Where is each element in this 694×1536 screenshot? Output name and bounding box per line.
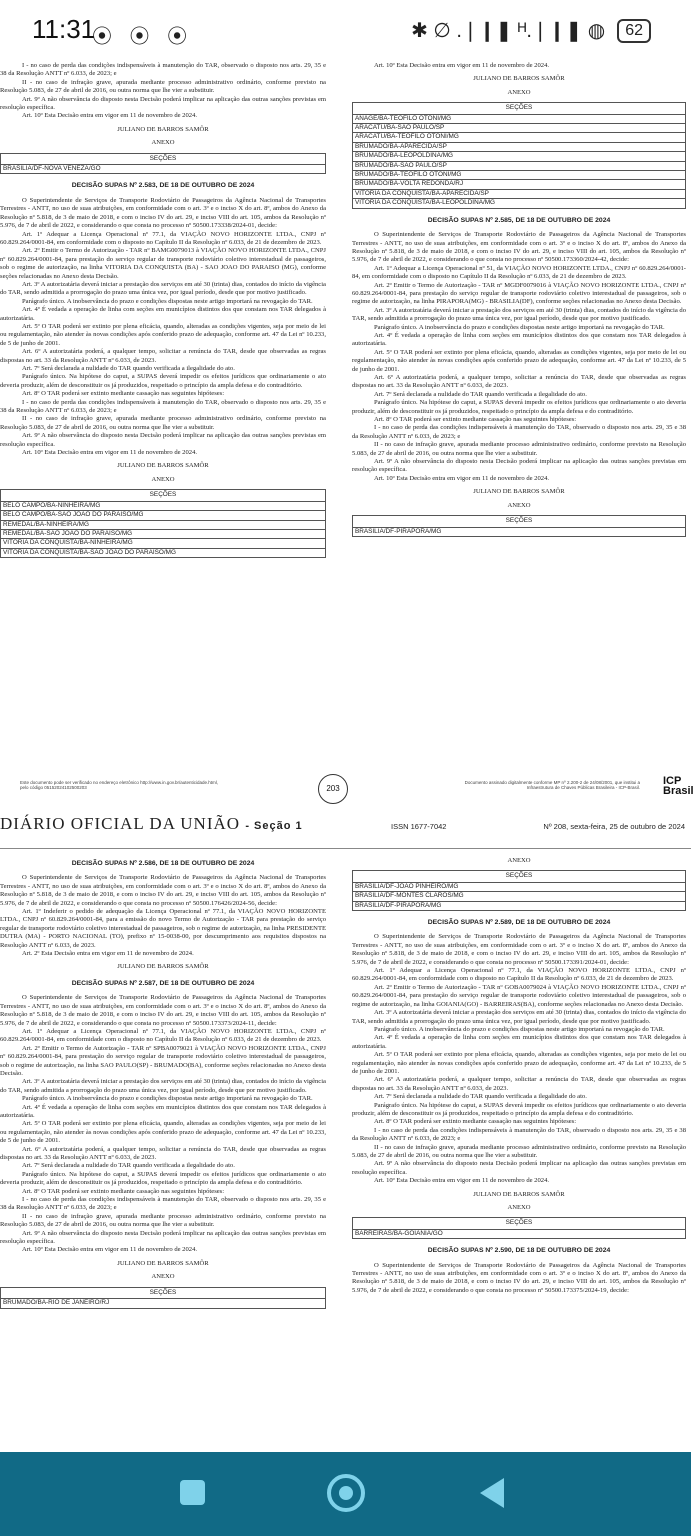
paragraph: Art. 10º Esta Decisão entra em vigor em 11 de novembro de 2024.: [22, 1246, 198, 1254]
paragraph: Art. 2º Emitir o Termo de Autorização - TAR nº SPBA0079021 à VIAÇÃO NOVO HORIZONTE LTDA., CNPJ nº 60.829.264/0001-84, para prestação do serviço regular de transporte rodoviário coletivo interestadual de passageiros, sob o regime de autorização, na linha SAO PAULO(SP) - BRUMADO(BA), conforme seções relacionadas no Anexo desta Decisão.: [0, 1044, 326, 1077]
table-row: [353, 133, 686, 142]
signature-note: Documento assinado digitalmente conforme MP nº 2.200-2 de 24/08/2001, que institui a Infraestrutura de Chaves Públicas Brasileira - ICP-Brasil.: [464, 780, 640, 790]
paragraph: Parágrafo único. Na hipótese do caput, a SUPAS deverá impedir os efeitos jurídicos que ordinariamente o ato deveria produzir, além de desconstituir os já produzidos, respeitado o princípio da ampla defesa e do contraditório.: [352, 1101, 686, 1117]
secao-cell: VITORIA DA CONQUISTA/BA-APARECIDA/SP: [353, 189, 686, 198]
signer: JULIANO DE BARROS SAMÔR: [117, 462, 209, 470]
paragraph: Parágrafo único. Na hipótese do caput, a SUPAS deverá impedir os efeitos jurídicos que ordinariamente o ato deveria produzir, além de desconstituir os já produzidos, respeitado o princípio da ampla defesa e do contraditório.: [352, 399, 686, 415]
table-row: [353, 124, 686, 133]
paragraph: Art. 9º A não observância do disposto nesta Decisão poderá implicar na aplicação das outras sanções previstas em resolução específica.: [0, 1229, 326, 1246]
decision-body: [0, 197, 326, 458]
status-time: 11:31: [32, 14, 96, 44]
signer: JULIANO DE BARROS SAMÔR: [473, 488, 565, 496]
document-page-203: [0, 62, 694, 797]
table-row: [1, 539, 326, 548]
secao-cell: BARREIRAS/BA-GOIANIA/GO: [353, 1229, 686, 1238]
paragraph: Art. 8º O TAR poderá ser extinto mediante cassação nas seguintes hipóteses:: [22, 1187, 225, 1195]
paragraph: Art. 9º A não observância do disposto nesta Decisão poderá implicar na aplicação das outras sanções previstas em resolução específica.: [352, 458, 686, 474]
right-column: [352, 62, 686, 543]
left-column: [0, 852, 326, 1315]
table-row: [1, 511, 326, 520]
paragraph: Art. 6º A autorizatária poderá, a qualquer tempo, solicitar a renúncia do TAR, desde que observadas as regras dispostas no art. 33 da Resolução ANTT nº 6.033, de 2023.: [352, 374, 686, 390]
page-footer: [0, 772, 694, 806]
decision-body: [0, 874, 326, 958]
paragraph: Parágrafo único. A inobservância do prazo e condições dispostas neste artigo importará na revogação do TAR.: [374, 323, 665, 331]
decision-body: [352, 231, 686, 483]
signer: JULIANO DE BARROS SAMÔR: [117, 125, 209, 133]
recent-apps-icon[interactable]: [180, 1480, 205, 1505]
paragraph: Art. 2º Emitir o Termo de Autorização - TAR nº GOBA0079024 à VIAÇÃO NOVO HORIZONTE LTDA., CNPJ nº 60.829.264/0001-84, para prestação do serviço regular de transporte rodoviário coletivo interestadual de passageiros, sob o regime de autorização, na linha GOIANIA(GO) - BARREIRAS(BA), conforme seções relacionadas no Anexo desta Decisão.: [352, 983, 686, 1008]
annex-label: ANEXO: [151, 139, 175, 147]
secoes-table: [0, 153, 326, 175]
secoes-header: SEÇÕES: [353, 103, 686, 114]
paragraph: Art. 3º A autorizatária deverá iniciar a prestação dos serviços em até 30 (trinta) dias, contados do início da vigência do TAR, sendo admitida a prorrogação do prazo uma única vez, por igual período, desde que por motivo justificado.: [0, 1078, 326, 1094]
paragraph: Art. 4º É vedada a operação de linha com seções em municípios distintos dos que constam nos TAR delegados à autorizatária.: [352, 331, 686, 348]
signer: JULIANO DE BARROS SAMÔR: [117, 1259, 209, 1267]
masthead-name: DIÁRIO OFICIAL DA UNIÃO: [0, 814, 241, 833]
paragraph: Art. 4º É vedada a operação de linha com seções em municípios distintos dos que constam nos TAR delegados à autorizatária.: [352, 1034, 686, 1050]
paragraph: Art. 3º A autorizatária deverá iniciar a prestação dos serviços em até 30 (trinta) dias, contados do início da vigência do TAR, sendo admitida a prorrogação do prazo uma única vez, por igual período, desde que por motivo justificado.: [352, 306, 686, 323]
decision-title: DECISÃO SUPAS Nº 2.586, DE 18 DE OUTUBRO DE 2024: [71, 860, 255, 867]
annex-label: ANEXO: [507, 88, 531, 96]
paragraph: Art. 10º Esta Decisão entra em vigor em 11 de novembro de 2024.: [374, 62, 550, 69]
paragraph: Art. 7º Será declarada a nulidade do TAR quando verificada a ilegalidade do ato.: [374, 390, 587, 398]
paragraph: Art. 5º O TAR poderá ser extinto por plena eficácia, quando, alteradas as condições vigentes, seja por meio de lei ou regulamentação, não atender às novas condições após conferido prazo de adequação, conforme art. 47 da Lei nº 10.233, de 5 de junho de 2001.: [352, 348, 686, 373]
paragraph: Art. 5º O TAR poderá ser extinto por plena eficácia, quando, alteradas as condições vigentes, seja por meio de lei ou regulamentação, não atender às novas condições após conferido prazo de adequação, conforme art. 47 da Lei nº 10.233, de 5 de junho de 2001.: [0, 1120, 326, 1145]
paragraph: Art. 9º A não observância do disposto nesta Decisão poderá implicar na aplicação das outras sanções previstas em resolução específica.: [0, 95, 326, 112]
paragraph: Art. 2º Esta Decisão entra em vigor em 11 de novembro de 2024.: [22, 950, 194, 958]
paragraph: II - no caso de infração grave, apurada mediante processo administrativo ordinário, conforme previsto na Resolução 5.083, de 27 de abril de 2016, ou outra norma que lhe vier a substituir.: [352, 1143, 686, 1159]
paragraph: Art. 9º A não observância do disposto nesta Decisão poderá implicar na aplicação das outras sanções previstas em resolução específica.: [352, 1160, 686, 1176]
secoes-table: [352, 102, 686, 208]
paragraph: Art. 7º Será declarada a nulidade do TAR quando verificada a ilegalidade do ato.: [22, 365, 235, 372]
secao-cell: BRASILIA/DF-PIRAPORA/MG: [353, 527, 686, 536]
secao-cell: BRASILIA/DF-NOVA VENEZA/GO: [1, 165, 326, 174]
back-icon[interactable]: [480, 1478, 504, 1508]
decision-body: [0, 994, 326, 1255]
paragraph: Art. 6º A autorizatária poderá, a qualquer tempo, solicitar a renúncia do TAR, desde que observadas as regras dispostas no art. 33 da Resolução ANTT nº 6.033, de 2023.: [0, 348, 326, 364]
secao-cell: BRUMADO/BA-APARECIDA/SP: [353, 142, 686, 151]
decision-title: DECISÃO SUPAS Nº 2.590, DE 18 DE OUTUBRO DE 2024: [427, 1247, 611, 1255]
paragraph: Art. 1º Indeferir o pedido de adequação da Licença Operacional nº 77.1, da VIAÇÃO NOVO HORIZONTE LTDA., CNPJ nº 60.829.264/0001-84, para a emissão do novo Termo de Autorização - TAR para prestação do serviço regular de transporte rodoviário coletivo interestadual de passageiros, sob o regime de autorização, na linha PRESIDENTE DUTRA (MA) - PORTO NACIONAL (TO), prefixo nº 15-0038-00, por descumprimento aos requisitos dispostos na Resolução ANTT nº 6.033, de 2023.: [0, 908, 326, 949]
paragraph: II - no caso de infração grave, apurada mediante processo administrativo ordinário, conforme previsto na Resolução 5.083, de 27 de abril de 2016, ou outra norma que lhe vier a substituir.: [0, 415, 326, 431]
annex-label: ANEXO: [507, 1204, 531, 1212]
masthead-title: [0, 814, 303, 834]
paragraph: Art. 10º Esta Decisão entra em vigor em 11 de novembro de 2024.: [22, 112, 198, 120]
paragraph: Art. 3º A autorizatária deverá iniciar a prestação dos serviços em até 30 (trinta) dias, contados do início da vigência do TAR, sendo admitida a prorrogação do prazo uma única vez, por igual período, desde que por motivo justificado.: [0, 280, 326, 297]
paragraph: Parágrafo único. A inobservância do prazo e condições dispostas neste artigo importará na revogação do TAR.: [22, 297, 313, 305]
secoes-header: SEÇÕES: [353, 871, 686, 882]
secao-cell: REMEDAL/BA-SAO JOAO DO PARAISO/MG: [1, 529, 326, 538]
paragraph: Art. 2º Emitir o Termo de Autorização - TAR nº MGDF0079016 à VIAÇÃO NOVO HORIZONTE LTDA., CNPJ nº 60.829.264/0001-84, para prestação do serviço regular de transporte rodoviário coletivo interestadual de passageiros, sob o regime de autorização, na linha PIRAPORA(MG) - BRASILIA(DF), conforme seções relacionadas no Anexo desta Decisão.: [352, 281, 686, 306]
paragraph: O Superintendente de Serviços de Transporte Rodoviário de Passageiros da Agência Nacional de Transportes Terrestres - ANTT, no uso de suas atribuições, em conformidade com o art. 3º e o inciso X do art. 8º, ambos do Anexo da Resolução nº 5.818, de 3 de maio de 2018, e com o inciso IV do art. 29, e inciso VIII do art. 105, ambos da Resolução nº 5.976, de 7 de abril de 2022, e considerando o que consta no processo nº 50500.173375/2024-19, decide:: [352, 1261, 686, 1294]
table-row: [353, 189, 686, 198]
masthead: [0, 808, 691, 849]
edition-date: Nº 208, sexta-feira, 25 de outubro de 2024: [543, 822, 685, 831]
decision-title: DECISÃO SUPAS Nº 2.583, DE 18 DE OUTUBRO DE 2024: [71, 182, 255, 190]
paragraph: II - no caso de infração grave, apurada mediante processo administrativo ordinário, conforme previsto na Resolução 5.083, de 27 de abril de 2016, ou outra norma que lhe vier a substituir.: [0, 78, 326, 95]
paragraph: Art. 10º Esta Decisão entra em vigor em 11 de novembro de 2024.: [374, 474, 550, 482]
paragraph: I - no caso de perda das condições indispensáveis à manutenção do TAR, observado o disposto nos arts. 29, 35 e 38 da Resolução ANTT nº 6.033, de 2023; e: [0, 62, 326, 78]
issn: ISSN 1677-7042: [391, 822, 447, 831]
right-column: [352, 852, 686, 1295]
decision-title: DECISÃO SUPAS Nº 2.587, DE 18 DE OUTUBRO DE 2024: [71, 979, 255, 987]
paragraph: II - no caso de infração grave, apurada mediante processo administrativo ordinário, conforme previsto na Resolução 5.083, de 27 de abril de 2016, ou outra norma que lhe vier a substituir.: [352, 441, 686, 457]
paragraph: Art. 1º Adequar a Licença Operacional nº 77.1, da VIAÇÃO NOVO HORIZONTE LTDA., CNPJ nº 60.829.264/0001-84, em conformidade com o disposto no Capítulo II da Resolução nº 6.033, de 21 de dezembro de 2023.: [0, 230, 326, 246]
signer: JULIANO DE BARROS SAMÔR: [117, 963, 209, 971]
secoes-header: SEÇÕES: [353, 1218, 686, 1229]
paragraph: I - no caso de perda das condições indispensáveis à manutenção do TAR, observado o disposto nos arts. 29, 35 e 38 da Resolução ANTT nº 6.033, de 2023; e: [352, 424, 686, 440]
table-row: [1, 529, 326, 538]
icp-brasil-logo: ICP Brasil: [663, 775, 694, 797]
secao-cell: BELO CAMPO/BA-SAO JOAO DO PARAISO/MG: [1, 511, 326, 520]
paragraph: Art. 1º Adequar a Licença Operacional nº 77.1, da VIAÇÃO NOVO HORIZONTE LTDA., CNPJ nº 60.829.264/0001-84, em conformidade com o disposto no Capítulo II da Resolução nº 6.033, de 21 de dezembro de 2023.: [352, 967, 686, 983]
paragraph: Art. 7º Será declarada a nulidade do TAR quando verificada a ilegalidade do ato.: [22, 1162, 235, 1170]
secoes-header: SEÇÕES: [1, 1287, 326, 1298]
secao-cell: BRUMADO/BA-TEOFILO OTONI/MG: [353, 171, 686, 180]
secao-cell: BRUMADO/BA-LEOPOLDINA/MG: [353, 152, 686, 161]
table-row: [353, 142, 686, 151]
paragraph: Art. 10º Esta Decisão entra em vigor em 11 de novembro de 2024.: [22, 449, 198, 457]
paragraph: Art. 3º A autorizatária deverá iniciar a prestação dos serviços em até 30 (trinta) dias, contados do início da vigência do TAR, sendo admitida a prorrogação do prazo uma única vez, por igual período, desde que por motivo justificado.: [352, 1009, 686, 1025]
decision-title: DECISÃO SUPAS Nº 2.585, DE 18 DE OUTUBRO DE 2024: [427, 216, 611, 224]
annex-label: ANEXO: [507, 501, 531, 509]
decision-title: DECISÃO SUPAS Nº 2.589, DE 18 DE OUTUBRO DE 2024: [427, 919, 611, 927]
paragraph: Art. 9º A não observância do disposto nesta Decisão poderá implicar na aplicação das outras sanções previstas em resolução específica.: [0, 432, 326, 448]
signal-wifi-icons: ✱ ∅ .❘❙❚ ᴴ.❘❙❚ ◍: [411, 20, 606, 42]
annex-label: ANEXO: [507, 857, 531, 864]
secao-cell: VITORIA DA CONQUISTA/BA-SAO JOAO DO PARAISO/MG: [1, 548, 326, 557]
secoes-table: [352, 515, 686, 537]
secoes-table: [0, 489, 326, 558]
secao-cell: BRUMADO/BA-VOLTA REDONDA/RJ: [353, 180, 686, 189]
status-bar: [0, 0, 691, 62]
decision-body: [352, 933, 686, 1185]
paragraph: Art. 5º O TAR poderá ser extinto por plena eficácia, quando, alteradas as condições vigentes, seja por meio de lei ou regulamentação, não atender às novas condições após conferido prazo de adequação, conforme art. 47 da Lei nº 10.233, de 5 de junho de 2001.: [0, 322, 326, 347]
home-icon[interactable]: [327, 1474, 365, 1512]
decision-body: [352, 1262, 686, 1296]
paragraph: I - no caso de perda das condições indispensáveis à manutenção do TAR, observado o disposto nos arts. 29, 35 e 38 da Resolução ANTT nº 6.033, de 2023; e: [0, 398, 326, 415]
secao-cell: ARACATU/BA-TEOFILO OTONI/MG: [353, 133, 686, 142]
secoes-header: SEÇÕES: [1, 153, 326, 164]
paragraph: I - no caso de perda das condições indispensáveis à manutenção do TAR, observado o disposto nos arts. 29, 35 e 38 da Resolução ANTT nº 6.033, de 2023; e: [0, 1196, 326, 1212]
table-row: [1, 1299, 326, 1308]
table-row: [353, 171, 686, 180]
table-row: [1, 548, 326, 557]
battery-icon: 62: [617, 19, 651, 43]
paragraph: O Superintendente de Serviços de Transporte Rodoviário de Passageiros da Agência Nacional de Transportes Terrestres - ANTT, no uso de suas atribuições, em conformidade com o art. 3º e o inciso X do art. 8º, ambos do Anexo da Resolução nº 5.818, de 3 de maio de 2018, e com o inciso IV do art. 29, e inciso VIII do art. 105, ambos da Resolução nº 5.976, de 7 de abril de 2022, e considerando o que consta no processo nº 50500.173338/2024-01, decide:: [0, 196, 326, 230]
paragraph: Art. 5º O TAR poderá ser extinto por plena eficácia, quando, alteradas as condições vigentes, seja por meio de lei ou regulamentação, não atender às novas condições após conferido prazo de adequação, conforme art. 47 da Lei nº 10.233, de 5 de junho de 2001.: [352, 1051, 686, 1075]
paragraph: Art. 6º A autorizatária poderá, a qualquer tempo, solicitar a renúncia do TAR, desde que observadas as regras dispostas no art. 33 da Resolução ANTT nº 6.033, de 2023.: [0, 1145, 326, 1161]
paragraph: Art. 8º O TAR poderá ser extinto mediante cassação nas seguintes hipóteses:: [374, 416, 577, 424]
secao-cell: BRASILIA/DF-PIRAPORA/MG: [353, 901, 686, 910]
secao-cell: ARACATU/BA-SAO PAULO/SP: [353, 124, 686, 133]
paragraph: O Superintendente de Serviços de Transporte Rodoviário de Passageiros da Agência Nacional de Transportes Terrestres - ANTT, no uso de suas atribuições, em conformidade com o art. 3º e o inciso X do art. 8º, ambos do Anexo da Resolução nº 5.818, de 3 de maio de 2018, e com o inciso IV do art. 29, e inciso VIII do art. 105, ambos da Resolução nº 5.976, de 7 de abril de 2022, e considerando o que consta no processo nº 50500.173360/2024-42, decide:: [352, 231, 686, 264]
table-row: [353, 152, 686, 161]
paragraph: I - no caso de perda das condições indispensáveis à manutenção do TAR, observado o disposto nos arts. 29, 35 e 38 da Resolução ANTT nº 6.033, de 2023; e: [352, 1126, 686, 1143]
secao-cell: BRASILIA/DF-JOAO PINHEIRO/MG: [353, 882, 686, 891]
paragraph: Parágrafo único. Na hipótese do caput, a SUPAS deverá impedir os efeitos jurídicos que ordinariamente o ato deveria produzir, além de desconstituir os já produzidos, respeitado o princípio da ampla defesa e do contraditório.: [0, 373, 326, 389]
paragraph: Art. 4º É vedada a operação de linha com seções em municípios distintos dos que constam nos TAR delegados à autorizatária.: [0, 306, 326, 322]
paragraph: O Superintendente de Serviços de Transporte Rodoviário de Passageiros da Agência Nacional de Transportes Terrestres - ANTT, no uso de suas atribuições, em conformidade com o art. 3º e o inciso X do art. 8º, ambos do Anexo da Resolução nº 5.818, de 3 de maio de 2018, e com o inciso IV do art. 29, e inciso VIII do art. 105, ambos da Resolução nº 5.976, de 7 de abril de 2022, e considerando o que consta no processo nº 50500.173391/2024-01, decide:: [352, 933, 686, 966]
secao-cell: VITORIA DA CONQUISTA/BA-LEOPOLDINA/MG: [353, 199, 686, 208]
secao-cell: BRUMADO/BA-SAO PAULO/SP: [353, 161, 686, 170]
secoes-table: [0, 1287, 326, 1309]
secao-cell: VITORIA DA CONQUISTA/BA-NINHEIRA/MG: [1, 539, 326, 548]
secao-cell: BRUMADO/BA-RIO DE JANEIRO/RJ: [1, 1299, 326, 1308]
secao-cell: REMEDAL/BA-NINHEIRA/MG: [1, 520, 326, 529]
paragraph: Parágrafo único. Na hipótese do caput, a SUPAS deverá impedir os efeitos jurídicos que ordinariamente o ato deveria produzir, além de desconstituir os já produzidos, respeitado o princípio da ampla defesa e do contraditório.: [0, 1170, 326, 1187]
secao-cell: BELO CAMPO/BA-NINHEIRA/MG: [1, 501, 326, 510]
signer: JULIANO DE BARROS SAMÔR: [473, 75, 565, 83]
table-row: [353, 199, 686, 208]
secoes-header: SEÇÕES: [353, 516, 686, 527]
paragraph: O Superintendente de Serviços de Transporte Rodoviário de Passageiros da Agência Nacional de Transportes Terrestres - ANTT, no uso de suas atribuições, em conformidade com o art. 3º e o inciso X do art. 8º, ambos do Anexo da Resolução nº 5.818, de 3 de maio de 2018, e com o inciso IV do art. 29, e inciso VIII do art. 105, ambos da Resolução nº 5.976, de 7 de abril de 2022, e considerando o que consta no processo nº 50500.173373/2024-11, decide:: [0, 994, 326, 1027]
table-row: [353, 114, 686, 123]
verification-note: Este documento pode ser verificado no endereço eletrônico http://www.in.gov.br/autenticidade.html, pelo código 05152024102500203: [20, 780, 219, 790]
paragraph: Art. 8º O TAR poderá ser extinto mediante cassação nas seguintes hipóteses:: [22, 390, 225, 398]
table-row: [353, 882, 686, 891]
paragraph: Art. 8º O TAR poderá ser extinto mediante cassação nas seguintes hipóteses:: [374, 1118, 577, 1126]
navigation-bar: [0, 1452, 691, 1536]
paragraph: Art. 6º A autorizatária poderá, a qualquer tempo, solicitar a renúncia do TAR, desde que observadas as regras dispostas no art. 33 da Resolução ANTT nº 6.033, de 2023.: [352, 1076, 686, 1092]
table-row: [353, 901, 686, 910]
paragraph: Art. 1º Adequar a Licença Operacional nº 51, da VIAÇÃO NOVO HORIZONTE LTDA., CNPJ nº 60.829.264/0001-84, em conformidade com o disposto no Capítulo II da Resolução nº 6.033, de 21 de dezembro de 2023.: [352, 264, 686, 281]
table-row: [1, 165, 326, 174]
paragraph: Art. 2º Emitir o Termo de Autorização - TAR nº BAMG0079013 à VIAÇÃO NOVO HORIZONTE LTDA., CNPJ nº 60.829.264/0001-84, para prestação do serviço regular de transporte rodoviário coletivo interestadual de passageiros, sob o regime de autorização, na linha VITORIA DA CONQUISTA (BA) - SAO JOAO DO PARAISO (MG), conforme seções relacionadas no Anexo desta Decisão.: [0, 247, 326, 280]
annex-label: ANEXO: [151, 475, 175, 483]
paragraph: Parágrafo único. A inobservância do prazo e condições dispostas neste artigo importará na revogação do TAR.: [22, 1095, 313, 1103]
paragraph: Art. 4º É vedada a operação de linha com seções em municípios distintos dos que constam nos TAR delegados à autorizatária.: [0, 1103, 326, 1119]
secoes-table: [352, 1217, 686, 1239]
table-row: [353, 180, 686, 189]
system-icons: [411, 18, 651, 43]
table-row: [353, 1229, 686, 1238]
table-row: [353, 527, 686, 536]
table-row: [353, 161, 686, 170]
annex-label: ANEXO: [151, 1273, 175, 1281]
paragraph: Art. 10º Esta Decisão entra em vigor em 11 de novembro de 2024.: [374, 1177, 550, 1185]
left-column: [0, 62, 326, 564]
paragraph: Art. 7º Será declarada a nulidade do TAR quando verificada a ilegalidade do ato.: [374, 1093, 587, 1101]
notification-icons: ⦿ ⦿ ⦿: [92, 26, 194, 48]
paragraph: O Superintendente de Serviços de Transporte Rodoviário de Passageiros da Agência Nacional de Transportes Terrestres - ANTT, no uso de suas atribuições, em conformidade com o art. 3º e o inciso X do art. 8º, ambos do Anexo da Resolução nº 5.818, de 3 de maio de 2018, e com o inciso IV do art. 29, e inciso VIII do art. 105, ambos da Resolução nº 5.976, de 7 de abril de 2022, e considerando o que consta no processo nº 50500.176426/2024-56, decide:: [0, 874, 326, 907]
document-page-204: [0, 808, 691, 1452]
paragraph: Parágrafo único. A inobservância do prazo e condições dispostas neste artigo importará na revogação do TAR.: [374, 1025, 665, 1033]
table-row: [1, 520, 326, 529]
secoes-table: [352, 870, 686, 911]
left-top-text: [0, 62, 326, 121]
paragraph: Art. 1º Adequar a Licença Operacional nº 77.1, da VIAÇÃO NOVO HORIZONTE LTDA., CNPJ nº 60.829.264/0001-84, em conformidade com o disposto no Capítulo II da Resolução nº 6.033, de 21 de dezembro de 2023.: [0, 1027, 326, 1044]
table-row: [1, 501, 326, 510]
secoes-header: SEÇÕES: [1, 490, 326, 501]
secao-cell: ANAGE/BA-TEOFILO OTONI/MG: [353, 114, 686, 123]
section-label: - Seção 1: [245, 820, 303, 832]
signer: JULIANO DE BARROS SAMÔR: [473, 1190, 565, 1198]
page-number: 203: [318, 774, 348, 804]
table-row: [353, 892, 686, 901]
paragraph: II - no caso de infração grave, apurada mediante processo administrativo ordinário, conforme previsto na Resolução 5.083, de 27 de abril de 2016, ou outra norma que lhe vier a substituir.: [0, 1212, 326, 1229]
secao-cell: BRASILIA/DF-MONTES CLAROS/MG: [353, 892, 686, 901]
